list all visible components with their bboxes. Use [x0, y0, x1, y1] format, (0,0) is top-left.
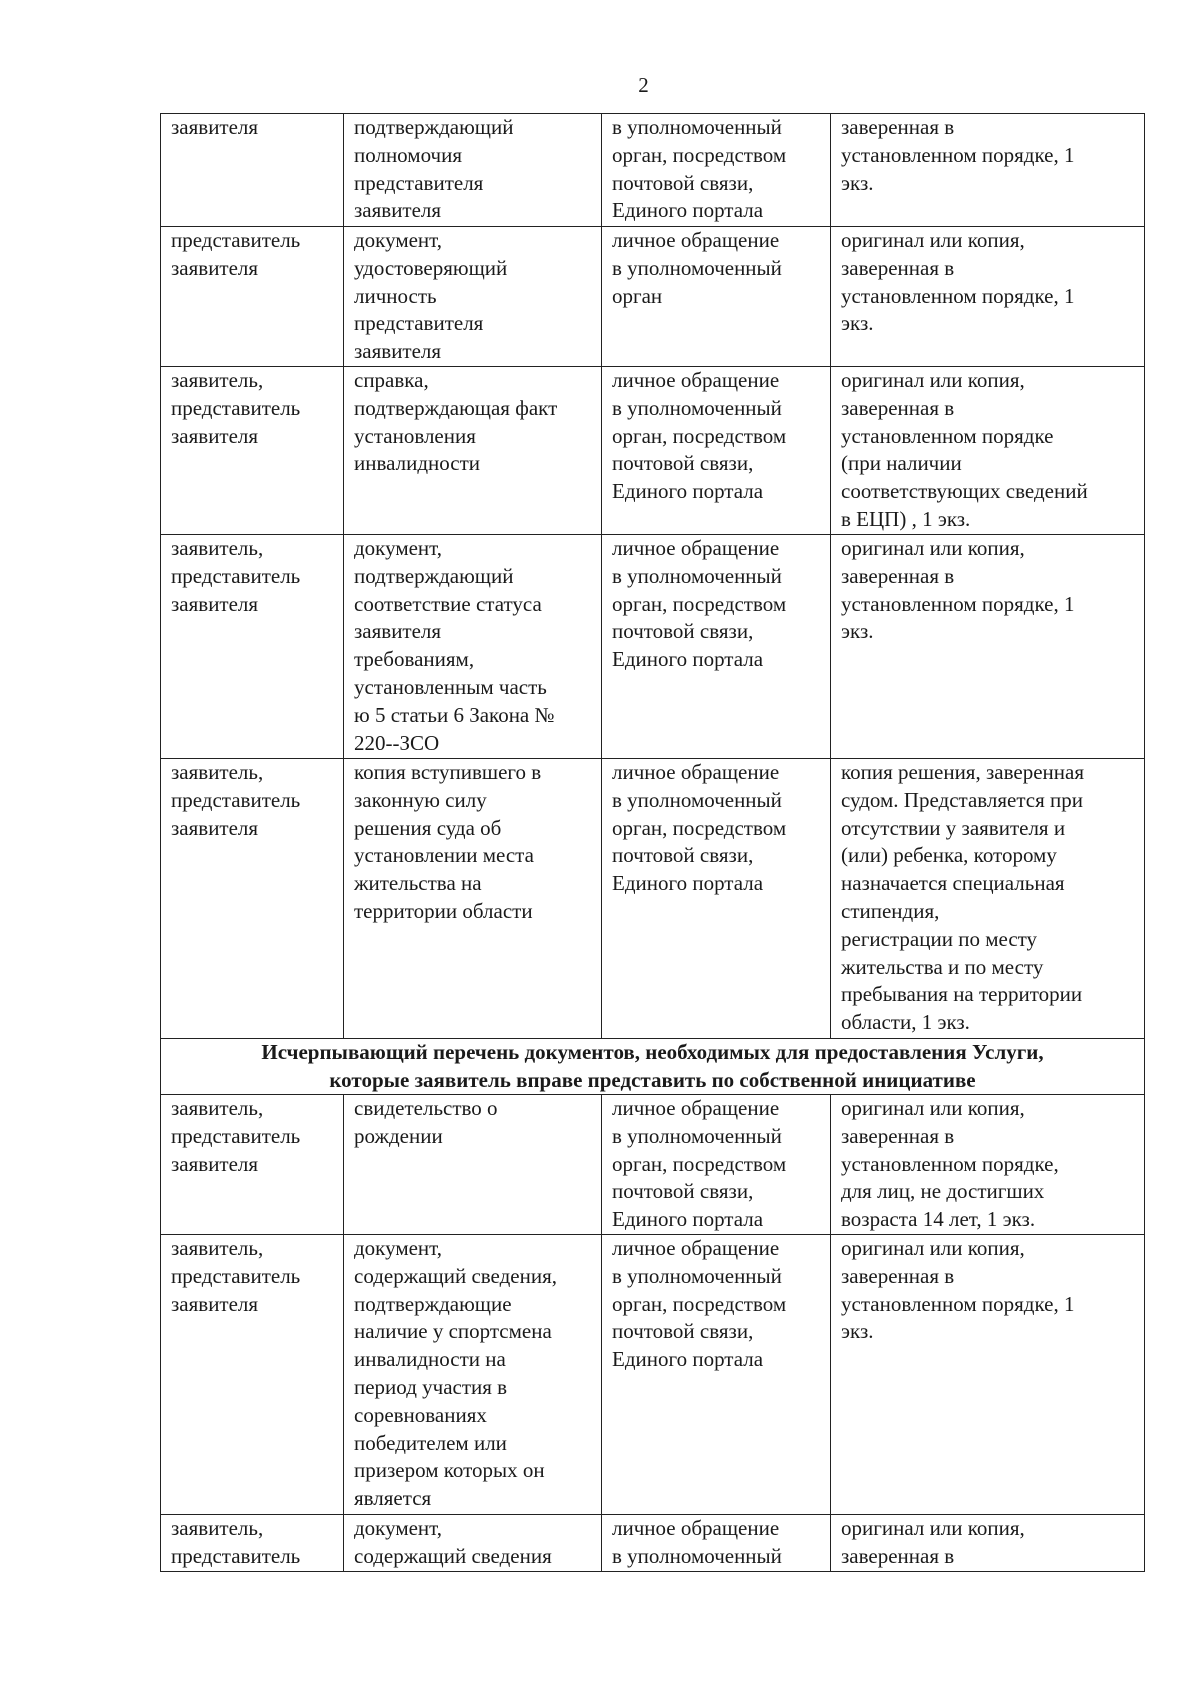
applicant-cell: заявителя	[161, 114, 344, 227]
applicant-cell: заявитель, представитель заявителя	[161, 367, 344, 535]
document-form-cell: заверенная в установленном порядке, 1 экз.	[831, 114, 1145, 227]
submission-method-cell: личное обращение в уполномоченный орган, посредством почтовой связи, Единого портала	[602, 367, 831, 535]
document-form-cell: оригинал или копия, заверенная в установленном порядке, 1 экз.	[831, 1235, 1145, 1515]
section-heading-row	[161, 1039, 1145, 1095]
submission-method-cell: личное обращение в уполномоченный орган, посредством почтовой связи, Единого портала	[602, 759, 831, 1039]
submission-method-cell: личное обращение в уполномоченный орган, посредством почтовой связи, Единого портала	[602, 535, 831, 759]
table-row	[161, 1235, 1145, 1515]
document-cell: документ, удостоверяющий личность представителя заявителя	[344, 227, 602, 367]
applicant-cell: заявитель, представитель заявителя	[161, 759, 344, 1039]
submission-method-cell: личное обращение в уполномоченный	[602, 1515, 831, 1572]
applicant-cell: заявитель, представитель	[161, 1515, 344, 1572]
document-cell: свидетельство о рождении	[344, 1095, 602, 1235]
document-cell: подтверждающий полномочия представителя заявителя	[344, 114, 602, 227]
submission-method-cell: личное обращение в уполномоченный орган, посредством почтовой связи, Единого портала	[602, 1235, 831, 1515]
document-form-cell: оригинал или копия, заверенная в	[831, 1515, 1145, 1572]
applicant-cell: заявитель, представитель заявителя	[161, 535, 344, 759]
applicant-cell: заявитель, представитель заявителя	[161, 1095, 344, 1235]
table-row	[161, 367, 1145, 535]
submission-method-cell: личное обращение в уполномоченный орган, посредством почтовой связи, Единого портала	[602, 1095, 831, 1235]
table-row	[161, 759, 1145, 1039]
table-row	[161, 114, 1145, 227]
submission-method-cell: в уполномоченный орган, посредством почтовой связи, Единого портала	[602, 114, 831, 227]
document-cell: справка, подтверждающая факт установления инвалидности	[344, 367, 602, 535]
document-form-cell: оригинал или копия, заверенная в установленном порядке, 1 экз.	[831, 535, 1145, 759]
document-form-cell: оригинал или копия, заверенная в установленном порядке, 1 экз.	[831, 227, 1145, 367]
section-heading: Исчерпывающий перечень документов, необходимых для предоставления Услуги, которые заявитель вправе представить по собственной инициативе	[161, 1039, 1145, 1095]
table-row	[161, 227, 1145, 367]
applicant-cell: представитель заявителя	[161, 227, 344, 367]
document-form-cell: оригинал или копия, заверенная в установленном порядке (при наличии соответствующих сведений в ЕЦП) , 1 экз.	[831, 367, 1145, 535]
applicant-cell: заявитель, представитель заявителя	[161, 1235, 344, 1515]
document-cell: копия вступившего в законную силу решения суда об установлении места жительства на территории области	[344, 759, 602, 1039]
documents-table	[160, 113, 1145, 1572]
submission-method-cell: личное обращение в уполномоченный орган	[602, 227, 831, 367]
table-row	[161, 535, 1145, 759]
document-cell: документ, подтверждающий соответствие статуса заявителя требованиям, установленным часть ю 5 статьи 6 Закона № 220--ЗСО	[344, 535, 602, 759]
table-row	[161, 1515, 1145, 1572]
document-cell: документ, содержащий сведения	[344, 1515, 602, 1572]
page-number: 2	[638, 73, 649, 97]
document-form-cell: оригинал или копия, заверенная в установленном порядке, для лиц, не достигших возраста 14 лет, 1 экз.	[831, 1095, 1145, 1235]
table-row	[161, 1095, 1145, 1235]
document-form-cell: копия решения, заверенная судом. Представляется при отсутствии у заявителя и (или) ребенка, которому назначается специальная стипендия, регистрации по месту жительства и по месту пребывания на территории области, 1 экз.	[831, 759, 1145, 1039]
document-cell: документ, содержащий сведения, подтверждающие наличие у спортсмена инвалидности на период участия в соревнованиях победителем или призером которых он является	[344, 1235, 602, 1515]
